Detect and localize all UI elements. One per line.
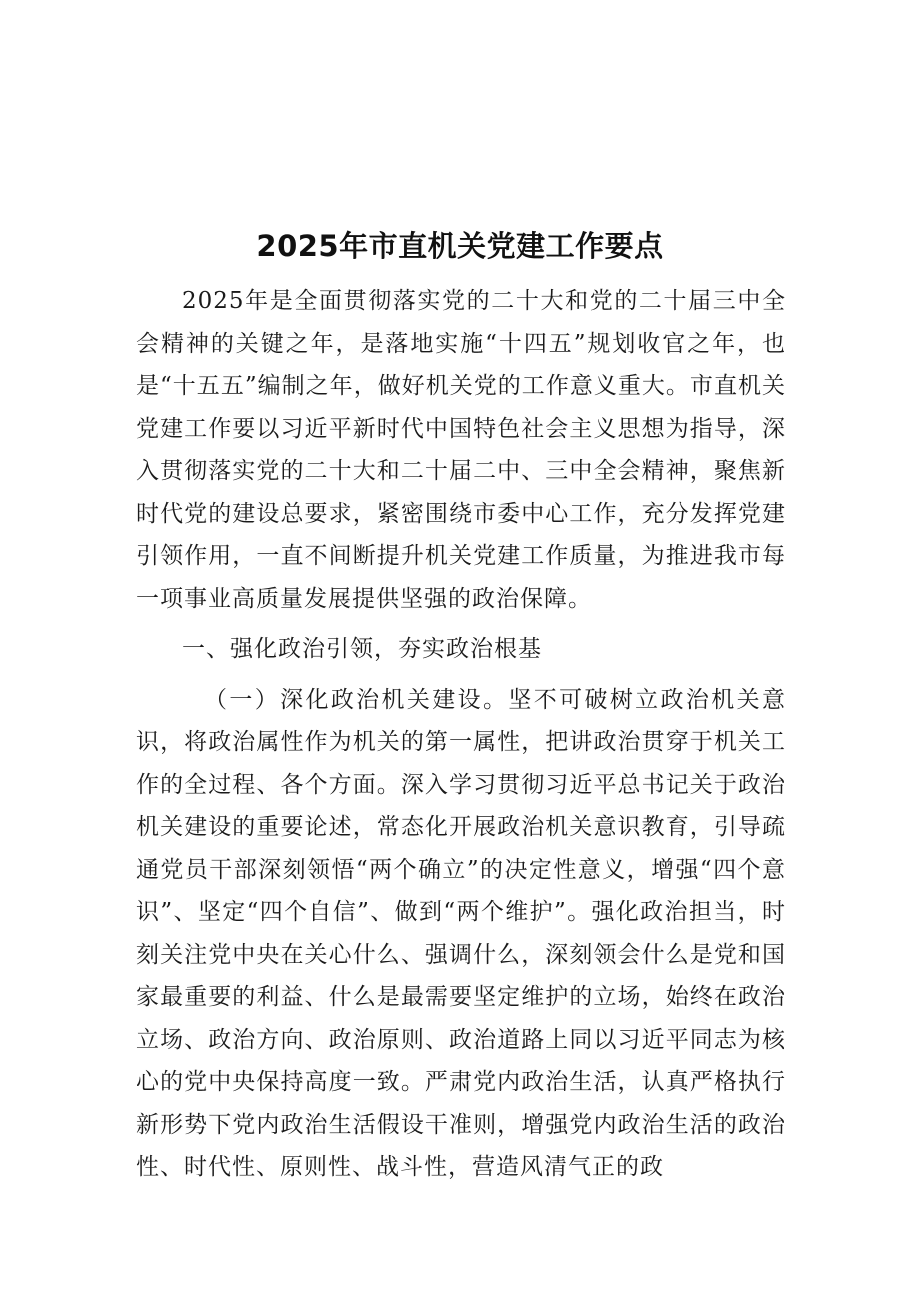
subsection-paragraph: （一）深化政治机关建设。坚不可破树立政治机关意识，将政治属性作为机关的第一属性，把讲政治贯穿于机关工作的全过程、各个方面。深入学习贯彻习近平总书记关于政治机关建设的重要论述，常态化开展政治机关意识教育，引导疏通党员干部深刻领悟“两个确立”的决定性意义，增强“四个意识”、坚定“四个自信”、做到“两个维护”。强化政治担当，时刻关注党中央在关心什么、强调什么，深刻领会什么是党和国家最重要的利益、什么是最需要坚定维护的立场，始终在政治立场、政治方向、政治原则、政治道路上同以习近平同志为核心的党中央保持高度一致。严肃党内政治生活，认真严格执行新形势下党内政治生活假设干准则，增强党内政治生活的政治性、时代性、原则性、战斗性，营造风清气正的政 xyxy=(136,686,786,1180)
intro-paragraph: 2025年是全面贯彻落实党的二十大和党的二十届三中全会精神的关键之年，是落地实施“十四五”规划收官之年，也是“十五五”编制之年，做好机关党的工作意义重大。市直机关党建工作要以习近平新时代中国特色社会主义思想为指导，深入贯彻落实党的二十大和二十届二中、三中全会精神，聚焦新时代党的建设总要求，紧密围绕市委中心工作，充分发挥党建引领作用，一直不间断提升机关党建工作质量，为推进我市每一项事业高质量发展提供坚强的政治保障。 xyxy=(136,288,786,612)
document-body xyxy=(136,280,786,1189)
document-title: 2025年市直机关党建工作要点 xyxy=(256,229,664,263)
section-heading: 一、强化政治引领，夯实政治根基 xyxy=(182,636,542,662)
